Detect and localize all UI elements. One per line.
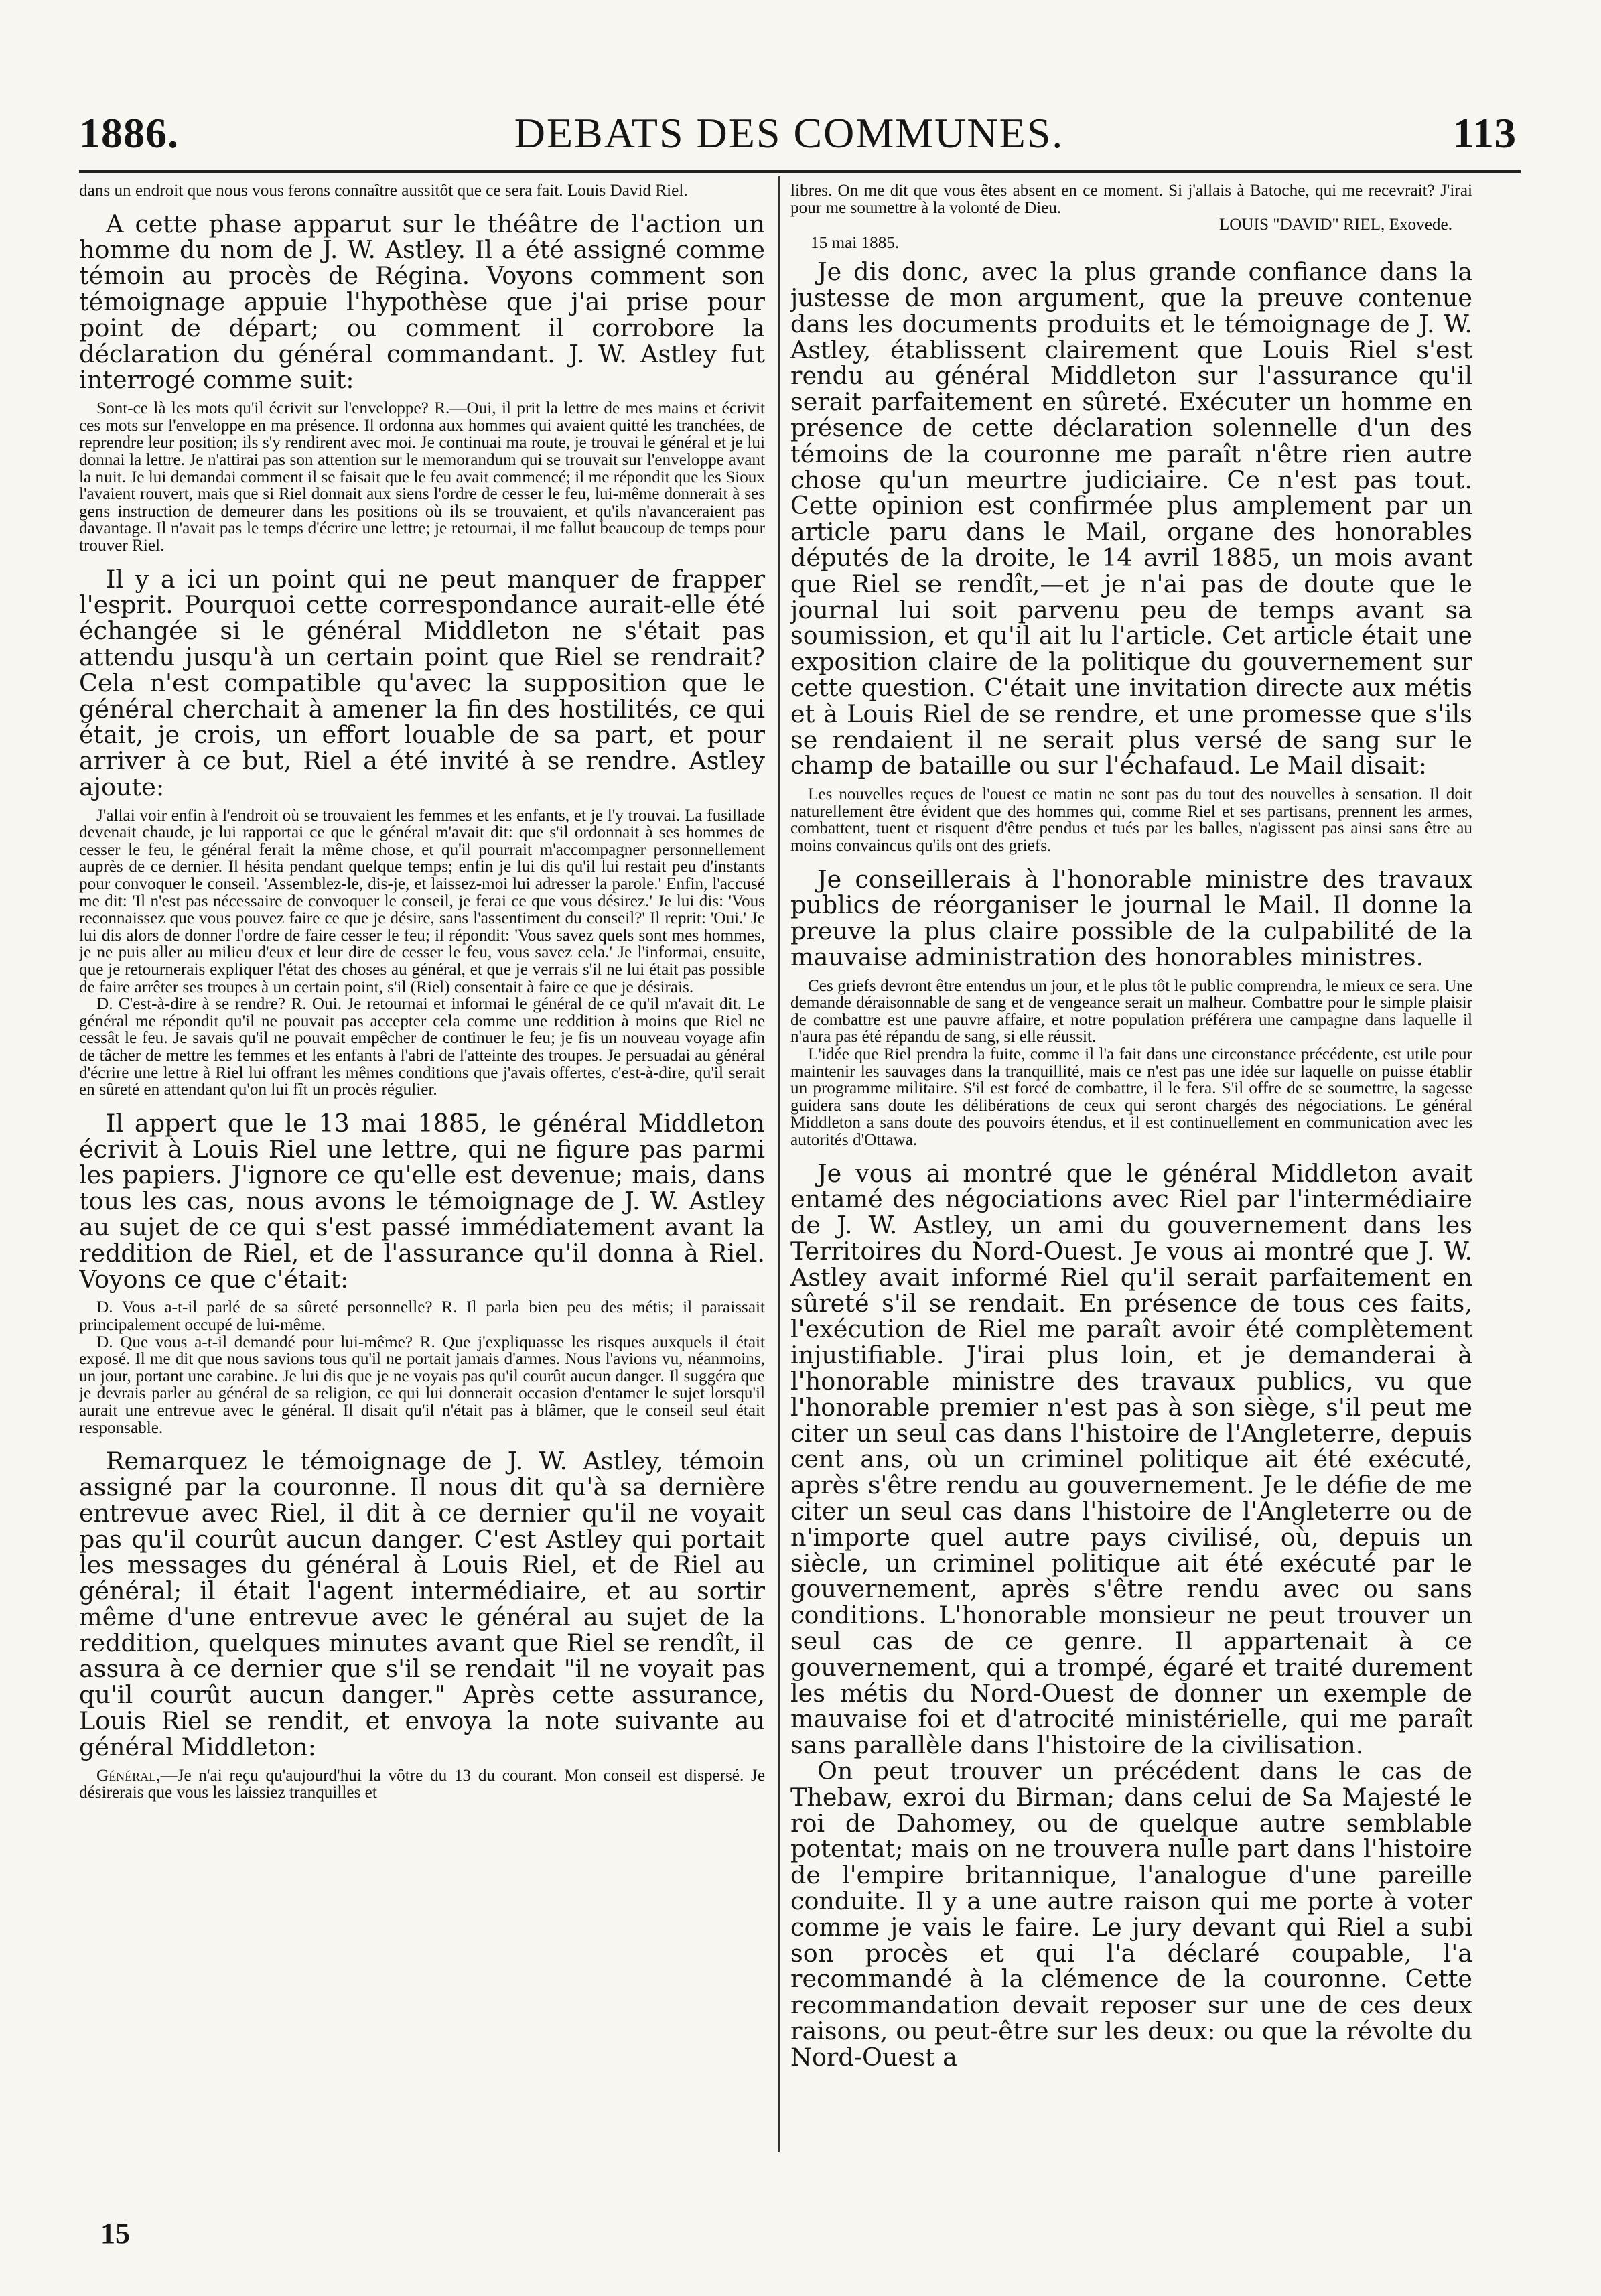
header-title: DEBATS DES COMMUNES.	[514, 109, 1064, 157]
letter-fragment: dans un endroit que nous vous ferons connaître aussitôt que ce sera fait. Louis David Riel.	[79, 182, 688, 200]
mail-quote: L'idée que Riel prendra la fuite, comme il l'a fait dans une circonstance précédente, est utile pour maintenir les sauvages dans la tranquillité, mais ce n'est pas une idée sur laquelle on puisse établir un programme militaire. S'il est forcé de combattre, il le fera. S'il offre de se soumettre, la sagesse guidera sans doute les délibérations de ceux qui seront chargés des négociations. Le général Middleton a sans doute des pouvoirs étendus, et il est continuellement en communication avec les autorités d'Ottawa.	[790, 1045, 1472, 1150]
signature-mark: 15	[100, 2217, 130, 2250]
column-divider	[778, 176, 780, 2152]
letter-signature: LOUIS "DAVID" RIEL, Exovede.	[1219, 216, 1452, 234]
header-year: 1886.	[79, 109, 179, 157]
riel-note	[79, 1767, 765, 1802]
testimony-quote: J'allai voir enfin à l'endroit où se trouvaient les femmes et les enfants, et je l'y trouvai. La fusillade devenait chaude, je lui rapportai ce que le général m'avait dit: que s'il ordonnait à ses hommes de cesser le feu, le général ferait la même chose, et qu'il pourrait m'accompagner personnellement auprès de ce dernier. Il hésita pendant quelque temps; enfin je lui dis qu'il lui restait peu d'instants pour convoquer le conseil. 'Assemblez-le, dis-je, et laissez-moi lui adresser la parole.' Enfin, l'accusé me dit: 'Il n'est pas nécessaire de convoquer le conseil, je ferai ce que vous désirez.' Je lui dis: 'Vous reconnaissez que vous pouvez faire ce que je désire, sans l'assentiment du conseil?' Il reprit: 'Oui.' Je lui dis alors de donner l'ordre de faire cesser le feu; il répondit: 'Vous savez quels sont mes hommes, je ne puis aller au milieu d'eux et leur dire de cesser le feu, vous savez cela.' Je l'informai, ensuite, que je retournerais expliquer l'état des choses au général, et que je verrais s'il ne lui était pas possible de faire arrêter ses troupes à un certain point, s'il (Riel) consentait à faire ce que je désirais.	[79, 806, 765, 996]
paragraph: Je dis donc, avec la plus grande confiance dans la justesse de mon argument, que la preuve contenue dans les documents produits et le témoignage de J. W. Astley, établissent clairement que Louis Riel s'est rendu au général Middleton sur l'assurance qu'il serait parfaitement en sûreté. Exécuter un homme en présence de cette déclaration solennelle d'un des témoins de la couronne me paraît n'être rien autre chose qu'un meurtre judiciaire. Ce n'est pas tout. Cette opinion est confirmée plus amplement par un article paru dans le Mail, organe des honorables députés de la droite, le 14 avril 1885, un mois avant que Riel se rendît,—et je n'ai pas de doute que le journal lui soit parvenu peu de temps avant sa soumission, et qu'il ait lu l'article. Cet article était une exposition claire de la politique du gouvernement sur cette question. C'était une invitation directe aux métis et à Louis Riel de se rendre, et une promesse que s'ils se rendaient il ne serait plus versé de sang sur le champ de bataille ou sur l'échafaud. Le Mail disait:	[790, 257, 1472, 781]
paragraph: Il appert que le 13 mai 1885, le général Middleton écrivit à Louis Riel une lettre, qui ne figure pas parmi les papiers. J'ignore ce qu'elle est devenue; mais, dans tous les cas, nous avons le témoignage de J. W. Astley au sujet de ce qui s'est passé immédiatement avant la reddition de Riel, et de l'assurance qu'il donna à Riel. Voyons ce que c'était:	[79, 1108, 765, 1294]
mail-quote: Ces griefs devront être entendus un jour, et le plus tôt le public comprendra, le mieux ce sera. Une demande déraisonnable de sang et de vengeance serait un malheur. Combattre pour le simple plaisir de combattre est une pauvre affaire, et notre population préférera une campagne dans laquelle il n'aura pas été répandu de sang, si elle réussit.	[790, 976, 1472, 1046]
paragraph: Je vous ai montré que le général Middleton avait entamé des négociations avec Riel par l'intermédiaire de J. W. Astley, un ami du gouvernement dans les Territoires du Nord-Ouest. Je vous ai montré que J. W. Astley avait informé Riel qu'il serait parfaitement en sûreté s'il se rendait. En présence de tous ces faits, l'exécution de Riel me paraît avoir été complètement injustifiable. J'irai plus loin, et je demanderai à l'honorable ministre des travaux publics, vu que l'honorable premier n'est pas à son siège, s'il peut me citer un seul cas dans l'histoire de l'Angleterre, depuis cent ans, où un criminel politique ait été exécuté, après s'être rendu au gouvernement. Je le défie de me citer un seul cas dans l'histoire de l'Angleterre ou de n'importe quel autre pays civilisé, où, depuis un siècle, un criminel politique ait été exécuté par le gouvernement, après s'être rendu avec ou sans conditions. L'honorable monsieur ne peut trouver un seul cas de ce genre. Il appartenait à ce gouvernement, qui a trompé, égaré et traité durement les métis du Nord-Ouest de donner un exemple de mauvaise foi et d'atrocité ministérielle, qui me paraît sans parallèle dans l'histoire de la civilisation.	[790, 1158, 1472, 1760]
mail-quote: Les nouvelles reçues de l'ouest ce matin ne sont pas du tout des nouvelles à sensation. Il doit naturellement être évident que des hommes qui, comme Riel et ses partisans, prennent les armes, combattent, tuent et risquent d'être pendus et tués par les balles, n'agissent pas ainsi sans être au moins convaincus qu'ils ont des griefs.	[790, 785, 1472, 855]
note-text: —Je n'ai reçu qu'aujourd'hui la vôtre du 13 du courant. Mon conseil est dispersé. Je désirerais que vous les laissiez tranquilles et	[79, 1766, 765, 1802]
testimony-quote: D. Vous a-t-il parlé de sa sûreté personnelle? R. Il parla bien peu des métis; il paraissait principalement occupé de lui-même.	[79, 1298, 765, 1334]
paragraph: Remarquez le témoignage de J. W. Astley, témoin assigné par la couronne. Il nous dit qu'à sa dernière entrevue avec Riel, il dit à ce dernier qu'il ne voyait pas qu'il courût aucun danger. C'est Astley qui portait les messages du général à Louis Riel, et de Riel au général; il était l'agent intermédiaire, et au sortir même d'une entrevue avec le général au sujet de la reddition, quelques minutes avant que Riel se rendît, il assura à ce dernier que s'il se rendait "il ne voyait pas qu'il courût aucun danger." Après cette assurance, Louis Riel se rendit, et envoya la note suivante au général Middleton:	[79, 1446, 765, 1761]
letter-date: 15 mai 1885.	[811, 234, 900, 253]
testimony-quote: D. C'est-à-dire à se rendre? R. Oui. Je retournai et informai le général de ce qu'il m'avait dit. Le général me répondit qu'il ne pouvait pas accepter cela comme une reddition à moins que Riel ne cessât le feu. Je savais qu'il ne pouvait empêcher de continuer le feu; je fis un nouveau voyage afin de tâcher de mettre les femmes et les enfants à l'abri de l'atteinte des troupes. Je persuadai au général d'écrire une lettre à Riel lui offrant les mêmes conditions que j'avais offertes, c'est-à-dire, qu'il serait en sûreté en attendant qu'on lui fît un procès régulier.	[79, 995, 765, 1099]
paragraph: On peut trouver un précédent dans le cas de Thebaw, exroi du Birman; dans celui de Sa Majesté le roi de Dahomey, ou de quelque autre semblable potentat; mais on ne trouvera nulle part dans l'histoire de l'empire britannique, l'analogue d'une pareille conduite. Il y a une autre raison qui me porte à voter comme je vais le faire. Le jury devant qui Riel a subi son procès et qui l'a déclaré coupable, l'a recommandé à la clémence de la couronne. Cette recommandation devait reposer sur une de ces deux raisons, ou peut-être sur les deux: ou que la révolte du Nord-Ouest a	[790, 1756, 1472, 2072]
testimony-quote: D. Que vous a-t-il demandé pour lui-même? R. Que j'expliquasse les risques auxquels il était exposé. Il me dit que nous savions tous qu'il ne portait jamais d'armes. Nous l'avions vu, néanmoins, un jour, portant une carabine. Je lui dis que je ne voyais pas qu'il courût aucun danger. Il suggéra que je devrais parler au général de sa religion, ce qui lui donnerait occasion d'entamer le sujet lorsqu'il aurait une entrevue avec le général. Il disait qu'il n'était pas à blâmer, que le conseil seul était responsable.	[79, 1333, 765, 1437]
note-salutation: Général,	[96, 1766, 161, 1785]
left-column	[79, 182, 765, 2226]
testimony-quote: Sont-ce là les mots qu'il écrivit sur l'enveloppe? R.—Oui, il prit la lettre de mes mains et écrivit ces mots sur l'enveloppe en ma présence. Il ordonna aux hommes qui avaient quitté les tranchées, de reprendre leur position; ils s'y rendirent avec moi. Je continuai ma route, je trouvai le général et je lui donnai la lettre. Je n'attirai pas son attention sur le memorandum qui se trouvait sur l'enveloppe avant la nuit. Je lui demandai comment il se faisait que le feu avait commencé; il me répondit que les Sioux l'avaient rouvert, mais que si Riel donnait aux siens l'ordre de cesser le feu, lui-même donnerait à ses gens instruction de demeurer dans les positions où ils se trouvaient, et qu'ils n'avanceraient pas davantage. Il n'avait pas le temps d'écrire une lettre; je retournai, il me fallut beaucoup de temps pour trouver Riel.	[79, 399, 765, 555]
header-page-number: 113	[1452, 109, 1517, 157]
right-column	[790, 182, 1472, 2226]
page-header	[79, 106, 1521, 173]
letter-continuation: libres. On me dit que vous êtes absent en ce moment. Si j'allais à Batoche, qui me recevrait? J'irai pour me soumettre à la volonté de Dieu.	[790, 182, 1472, 217]
paragraph: Je conseillerais à l'honorable ministre des travaux publics de réorganiser le journal le Mail. Il donne la preuve la plus claire possible de la culpabilité de la mauvaise administration des honorables ministres.	[790, 864, 1472, 971]
paragraph: A cette phase apparut sur le théâtre de l'action un homme du nom de J. W. Astley. Il a été assigné comme témoin au procès de Régina. Voyons comment son témoignage appuie l'hypothèse que j'ai prise pour point de départ; ou comment il corrobore la déclaration du général commandant. J. W. Astley fut interrogé comme suit:	[79, 209, 765, 395]
paragraph: Il y a ici un point qui ne peut manquer de frapper l'esprit. Pourquoi cette correspondance aurait-elle été échangée si le général Middleton ne s'était pas attendu jusqu'à un certain point que Riel se rendrait? Cela n'est compatible qu'avec la supposition que le général cherchait à amener la fin des hostilités, ce qui était, je crois, un effort louable de sa part, et pour arriver à ce but, Riel a été invité à se rendre. Astley ajoute:	[79, 564, 765, 801]
